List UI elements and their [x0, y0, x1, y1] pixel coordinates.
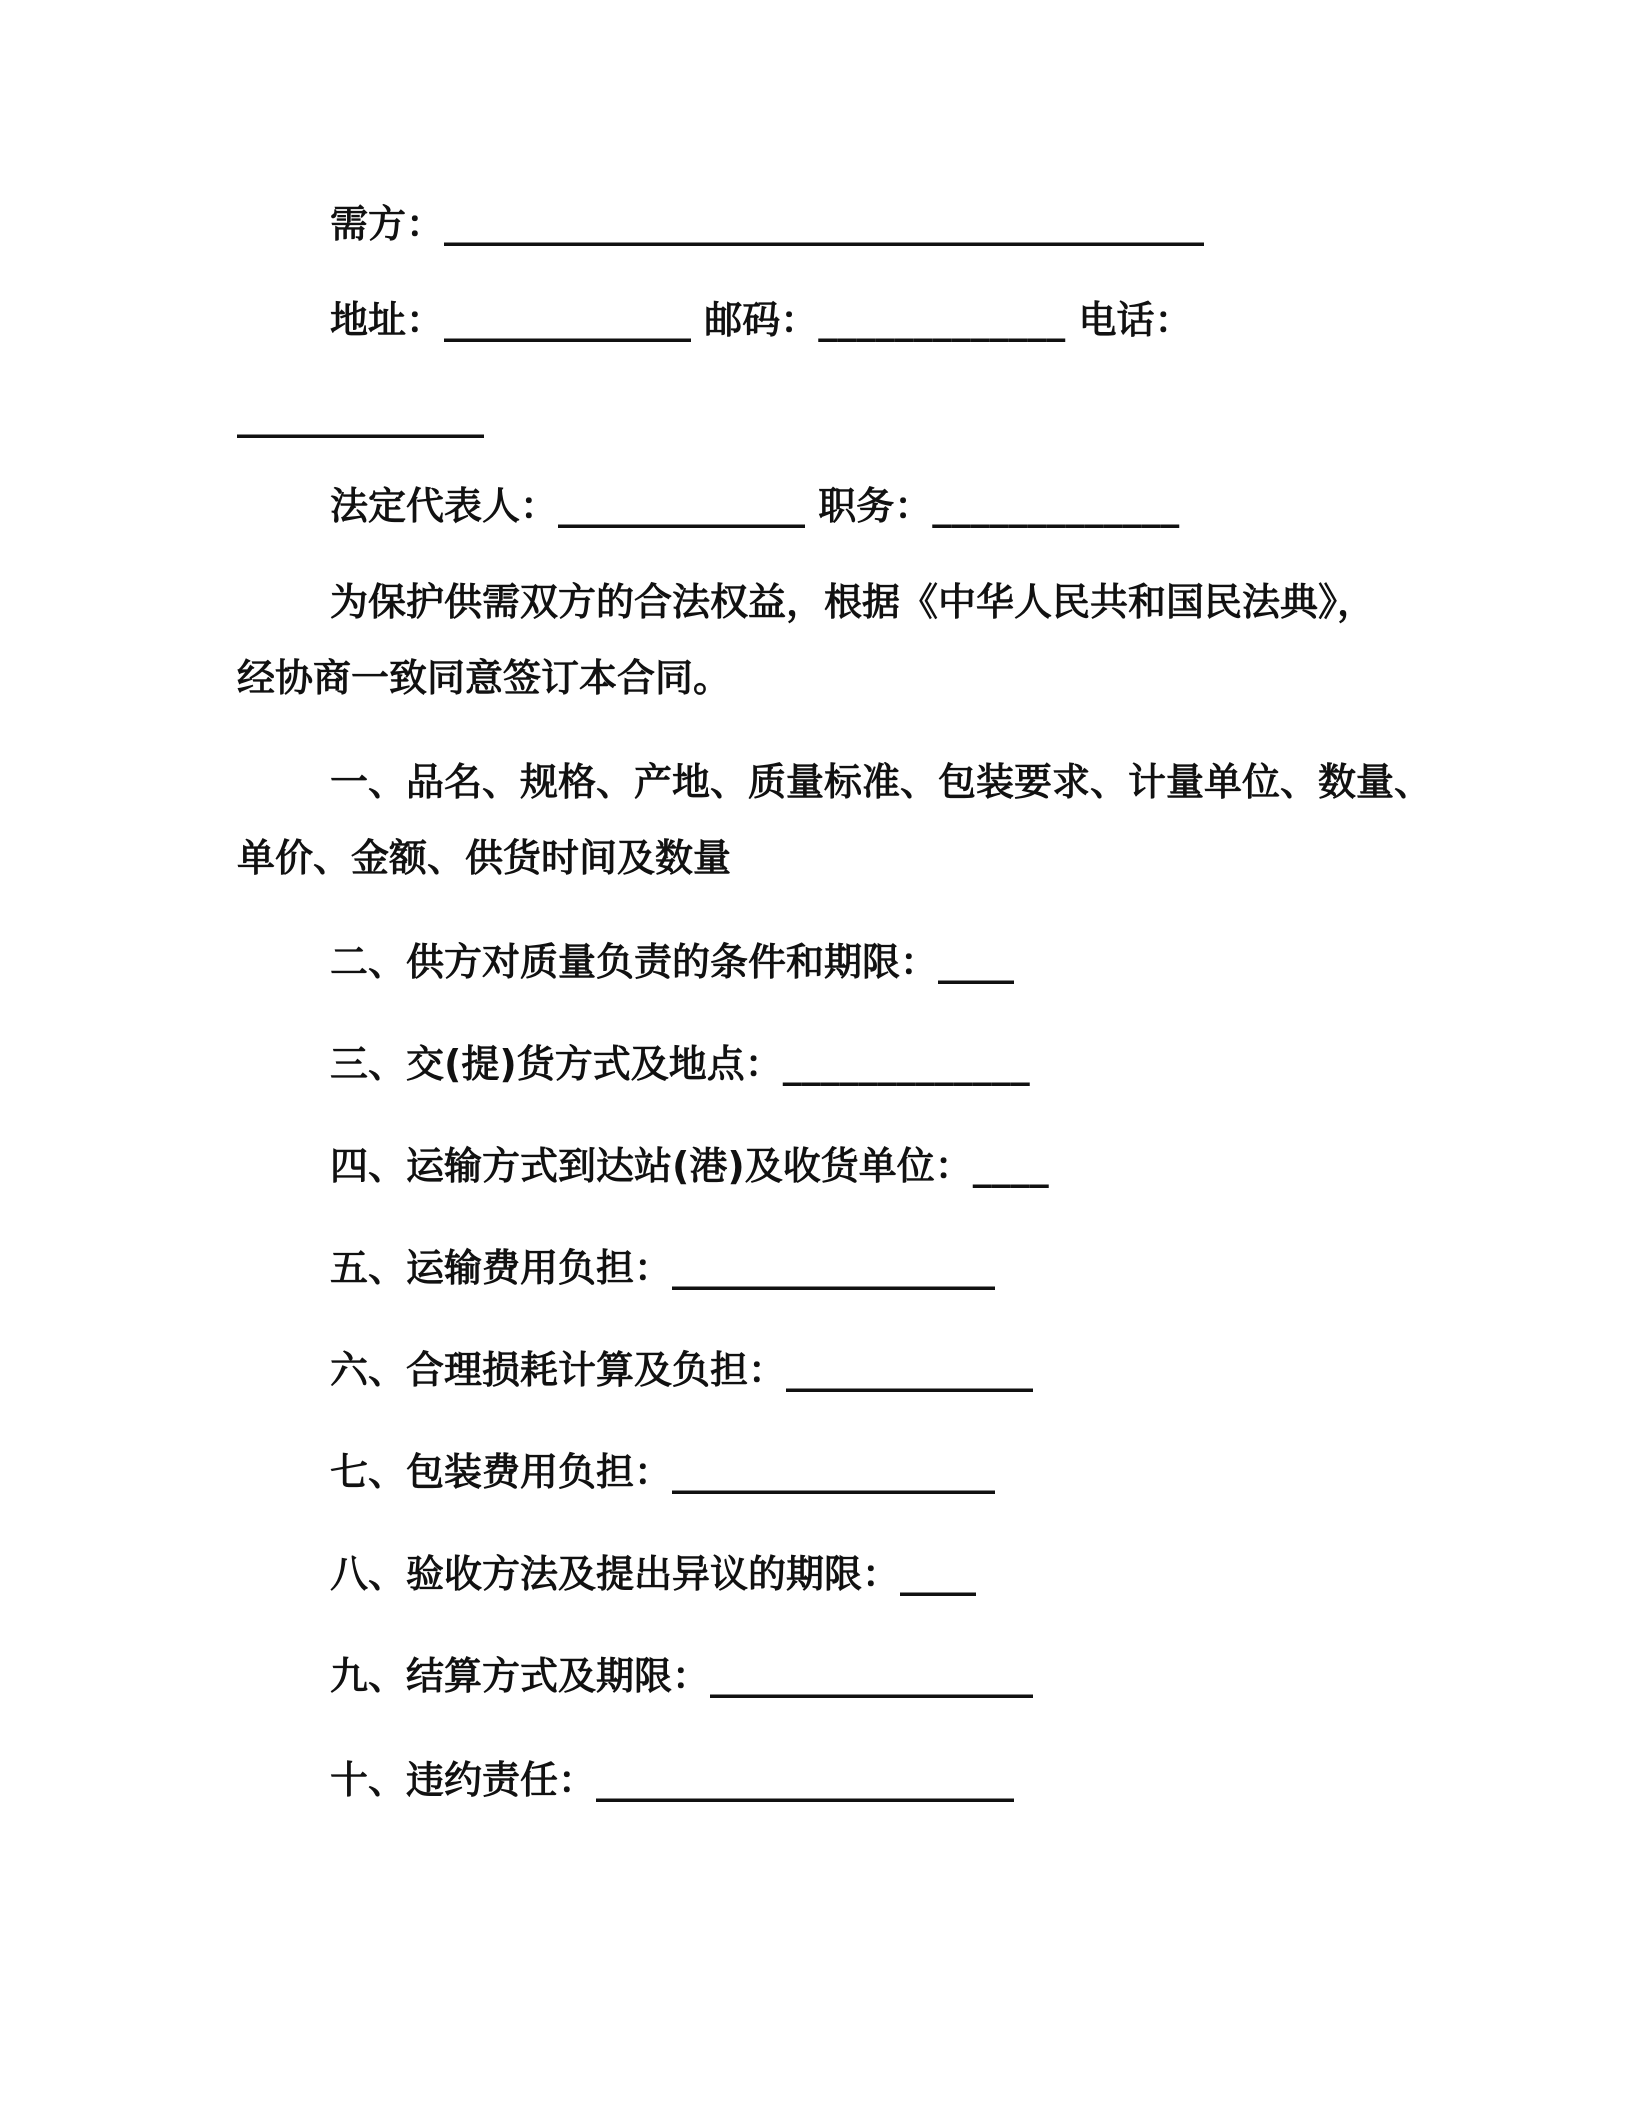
- clause-7: 七、包装费用负担：_________________: [330, 1450, 996, 1494]
- phone-blank-line: _____________: [237, 394, 484, 438]
- clause-4: 四、运输方式到达站(港)及收货单位：____: [330, 1144, 1049, 1188]
- clause-1-line-2: 单价、金额、供货时间及数量: [237, 836, 732, 880]
- clause-9: 九、结算方式及期限：_________________: [330, 1654, 1034, 1698]
- clause-2: 二、供方对质量负责的条件和期限：____: [330, 940, 1015, 984]
- clause-3: 三、交(提)货方式及地点：_____________: [330, 1042, 1030, 1086]
- address-line: 地址：_____________ 邮码：_____________ 电话：: [330, 298, 1193, 342]
- buyer-line: 需方：________________________________________: [330, 202, 1205, 246]
- clause-10: 十、违约责任：______________________: [330, 1758, 1015, 1802]
- clause-6: 六、合理损耗计算及负担：_____________: [330, 1348, 1034, 1392]
- clause-5: 五、运输费用负担：_________________: [330, 1246, 996, 1290]
- legal-rep-line: 法定代表人：_____________ 职务：_____________: [330, 484, 1180, 528]
- clause-1-line-1: 一、品名、规格、产地、质量标准、包装要求、计量单位、数量、: [330, 760, 1433, 804]
- intro-line-2: 经协商一致同意签订本合同。: [237, 656, 732, 700]
- intro-line-1: 为保护供需双方的合法权益，根据《中华人民共和国民法典》，: [330, 580, 1376, 624]
- clause-8: 八、验收方法及提出异议的期限：____: [330, 1552, 977, 1596]
